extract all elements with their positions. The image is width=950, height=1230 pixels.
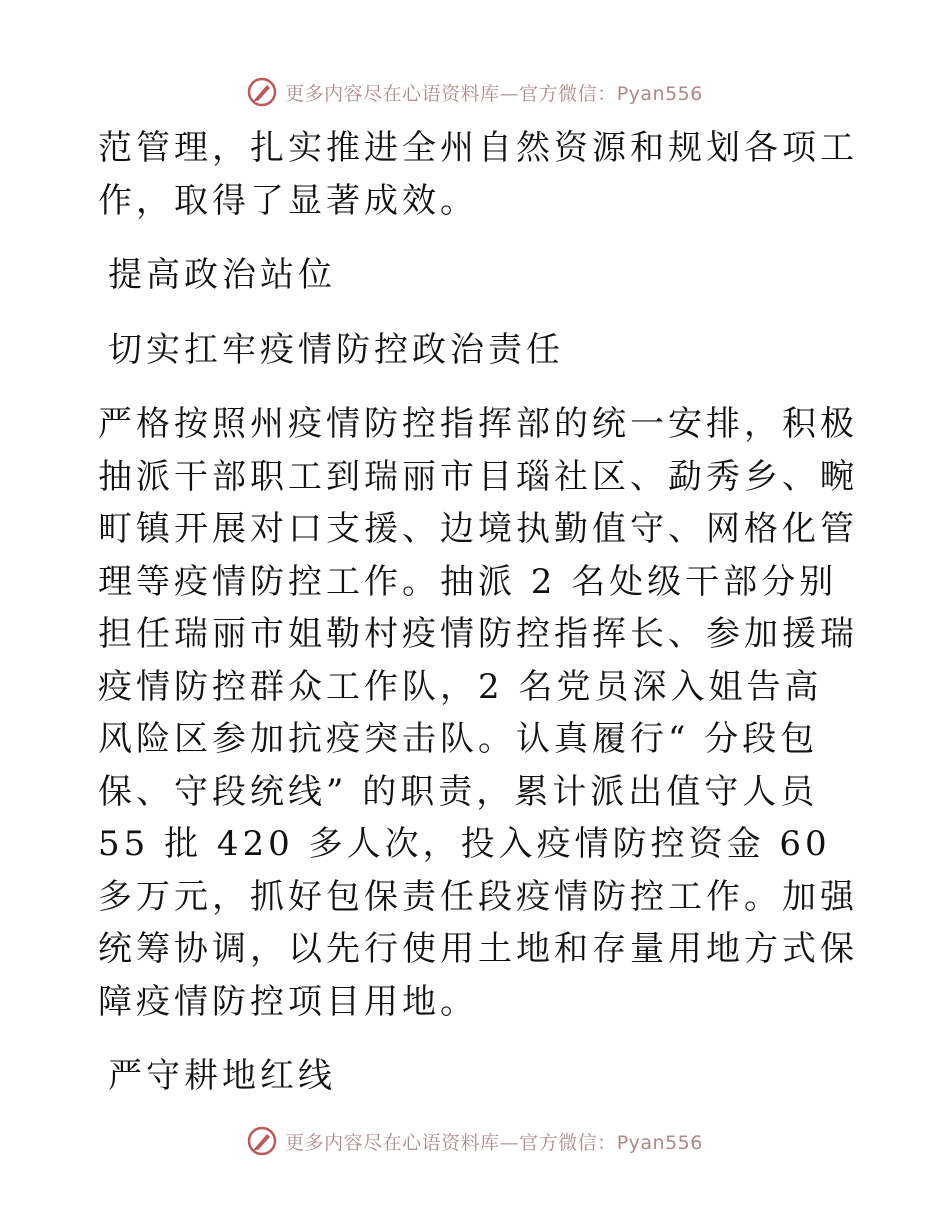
section-heading-2: 严守耕地红线 — [108, 1056, 336, 1096]
watermark-separator: — — [499, 82, 520, 105]
watermark-separator: — — [499, 1131, 520, 1154]
section-heading: 提高政治站位 — [108, 255, 336, 295]
watermark-main: 更多内容尽在心语资料库 — [285, 82, 500, 105]
paragraph-intro: 范管理，扎实推进全州自然资源和规划各项工作，取得了显著成效。 — [98, 128, 858, 221]
pen-logo-icon — [247, 1126, 277, 1156]
watermark-id: Pyan556 — [616, 82, 703, 105]
document-body — [98, 122, 858, 1103]
header-watermark — [0, 72, 950, 112]
watermark-text — [285, 79, 703, 106]
watermark-text — [285, 1128, 703, 1155]
subsection-heading: 切实扛牢疫情防控政治责任 — [108, 329, 564, 370]
watermark-id: Pyan556 — [616, 1131, 703, 1154]
footer-watermark — [0, 1121, 950, 1161]
watermark-main: 更多内容尽在心语资料库 — [285, 1131, 500, 1154]
watermark-wechat: 官方微信： — [519, 82, 617, 105]
watermark-wechat: 官方微信： — [519, 1131, 617, 1154]
pen-logo-icon — [247, 77, 277, 107]
paragraph-body: 严格按照州疫情防控指挥部的统一安排，积极抽派干部职工到瑞丽市目瑙社区、勐秀乡、畹町镇开展对口支援、边境执勤值守、网格化管理等疫情防控工作。抽派 2 名处级干部分别担任瑞丽市姐勒村疫情防控指挥长、参加援瑞疫情防控群众工作队，2 名党员深入姐告高风险区参加抗疫突击队。认真履行“ 分段包保、守段统线” 的职责，累计派出值守人员 55 批 420 多人次，投入疫情防控资金 60 多万元，抓好包保责任段疫情防控工作。加强统筹协调，以先行使用土地和存量用地方式保障疫情防控项目用地。 — [98, 404, 858, 1022]
